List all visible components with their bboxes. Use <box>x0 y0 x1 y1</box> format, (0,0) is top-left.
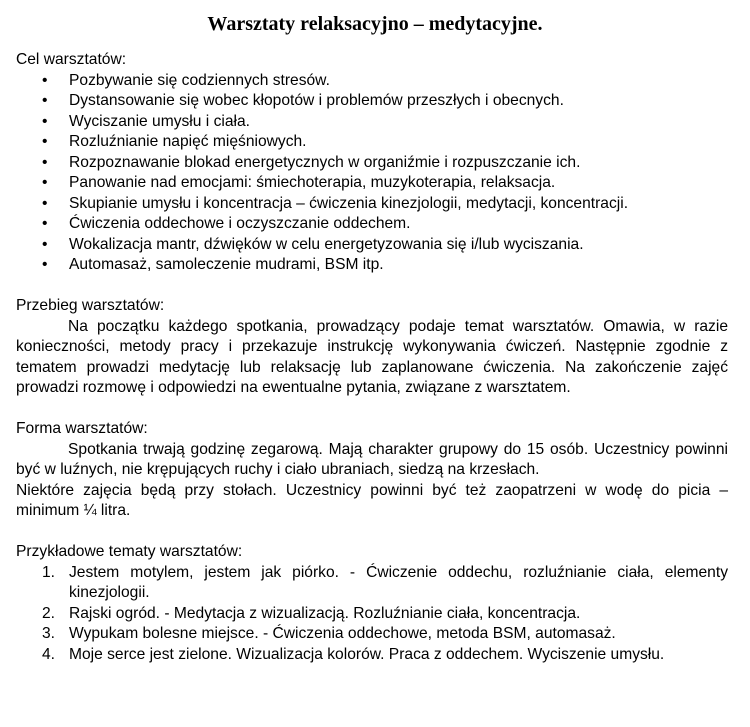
item-number: 4. <box>42 645 56 663</box>
topics-item: 1. Jestem motylem, jestem jak piórko. - Ćwiczenie oddechu, rozluźnianie ciała, elementy kinezjologii. <box>42 563 728 601</box>
form-paragraph-2: Niektóre zajęcia będą przy stołach. Uczestnicy powinni być też zaopatrzeni w wodę do picia – minimum ¼ litra. <box>16 481 728 519</box>
item-number: 1. <box>42 563 56 581</box>
bullet-icon: • <box>42 92 48 109</box>
document-title: Warsztaty relaksacyjno – medytacyjne. <box>207 13 543 35</box>
topics-item: 3. Wypukam bolesne miejsce. - Ćwiczenia oddechowe, metoda BSM, automasaż. <box>16 624 728 645</box>
topics-item: 4. Moje serce jest zielone. Wizualizacja kolorów. Praca z oddechem. Wyciszenie umysłu. <box>16 645 728 666</box>
goals-item: • Panowanie nad emocjami: śmiechoterapia, muzykoterapia, relaksacja. <box>16 173 728 194</box>
goals-item: • Skupianie umysłu i koncentracja – ćwiczenia kinezjologii, medytacji, koncentracji. <box>16 194 728 215</box>
goals-item: • Pozbywanie się codziennych stresów. <box>16 71 728 92</box>
goals-item: • Rozluźnianie napięć mięśniowych. <box>16 132 728 153</box>
topics-heading: Przykładowe tematy warsztatów: <box>16 543 243 560</box>
form-heading: Forma warsztatów: <box>16 420 148 437</box>
goals-list <box>16 71 728 276</box>
bullet-icon: • <box>42 235 48 253</box>
bullet-icon: • <box>42 194 48 212</box>
bullet-icon: • <box>42 153 48 171</box>
bullet-icon: • <box>42 112 48 130</box>
form-paragraph: Spotkania trwają godzinę zegarową. Mają charakter grupowy do 15 osób. Uczestnicy powinni być w luźnych, nie krępujących ruchy i ciało ubraniach, siedzą na krzesłach. <box>16 440 728 478</box>
goals-item: • Wyciszanie umysłu i ciała. <box>16 112 728 133</box>
goals-item: • Automasaż, samoleczenie mudrami, BSM itp. <box>16 255 728 276</box>
goals-item: • Wokalizacja mantr, dźwięków w celu energetyzowania się i/lub wyciszania. <box>16 235 728 256</box>
topics-item: 2. Rajski ogród. - Medytacja z wizualizacją. Rozluźnianie ciała, koncentracja. <box>16 604 728 625</box>
goals-item: • Dystansowanie się wobec kłopotów i problemów przeszłych i obecnych. <box>16 91 728 112</box>
document-body <box>16 50 728 665</box>
bullet-icon: • <box>42 71 48 89</box>
goals-heading: Cel warsztatów: <box>16 51 127 68</box>
item-number: 2. <box>42 604 56 622</box>
bullet-icon: • <box>42 133 48 150</box>
topics-list <box>16 563 728 666</box>
bullet-icon: • <box>42 174 48 191</box>
item-number: 3. <box>42 625 56 642</box>
course-paragraph: Na początku każdego spotkania, prowadzący podaje temat warsztatów. Omawia, w razie konieczności, metody pracy i przekazuje instrukcję wykonywania ćwiczeń. Następnie zgodnie z tematem prowadzi medytację lub relaksację lub zaplanowane ćwiczenia. Na zakończenie zajęć prowadzi rozmowę i odpowiedzi na ewentualne pytania, związane z warsztatem. <box>16 317 728 396</box>
course-heading: Przebieg warsztatów: <box>16 297 165 314</box>
goals-item: • Rozpoznawanie blokad energetycznych w organiźmie i rozpuszczanie ich. <box>16 153 728 174</box>
goals-item: • Ćwiczenia oddechowe i oczyszczanie oddechem. <box>16 214 728 235</box>
bullet-icon: • <box>42 256 48 273</box>
bullet-icon: • <box>42 215 48 232</box>
